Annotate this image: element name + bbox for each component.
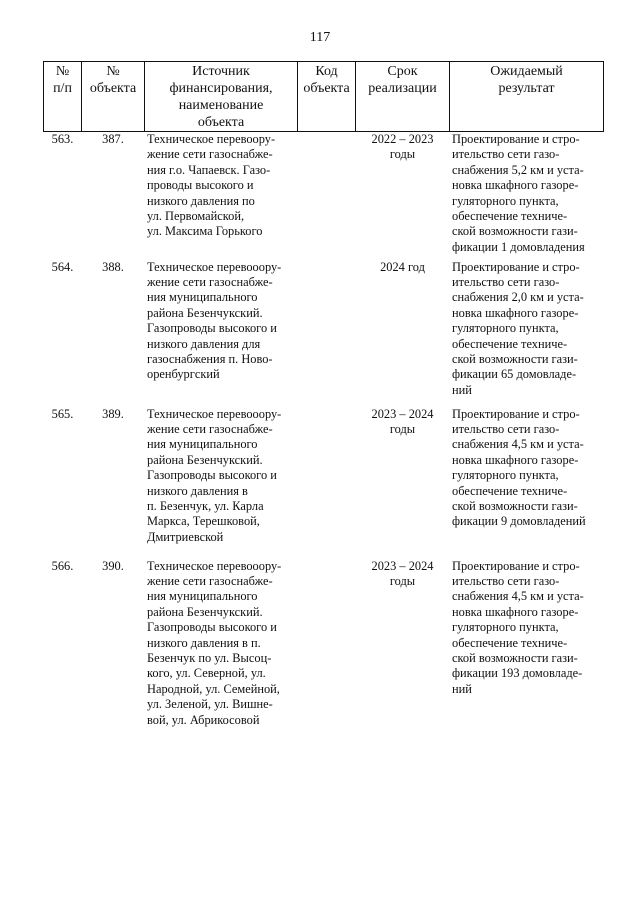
header-line: п/п bbox=[53, 81, 72, 96]
header-expected-result bbox=[450, 62, 604, 132]
text-line: ул. Максима Горького bbox=[147, 224, 263, 239]
text-line: Народной, ул. Семейной, bbox=[147, 681, 280, 696]
text-line: фикации 1 домовладения bbox=[452, 239, 585, 254]
text-line: годы bbox=[389, 147, 416, 162]
header-implementation-term bbox=[356, 62, 450, 132]
text-line: новка шкафного газоре- bbox=[452, 604, 579, 619]
text-line: новка шкафного газоре- bbox=[452, 178, 579, 193]
implementation-term bbox=[356, 407, 450, 559]
text-line: обеспечение техниче- bbox=[452, 209, 568, 224]
header-line: № bbox=[55, 64, 70, 79]
text-line: Дмитриевской bbox=[147, 529, 224, 544]
text-line: Газопроводы высокого и bbox=[147, 468, 277, 483]
table-row bbox=[44, 132, 604, 260]
text-line: фикации 9 домовладений bbox=[452, 514, 586, 529]
text-line: Проектирование и стро- bbox=[452, 259, 580, 274]
implementation-term bbox=[356, 260, 450, 407]
text-line: Безенчук по ул. Высоц- bbox=[147, 650, 272, 665]
header-line: объекта bbox=[303, 81, 350, 96]
financing-table bbox=[43, 61, 604, 739]
implementation-term bbox=[356, 132, 450, 260]
text-line: Техническое перевооору- bbox=[147, 259, 282, 274]
text-line: гуляторного пункта, bbox=[452, 193, 559, 208]
text-line: ния муниципального bbox=[147, 437, 258, 452]
text-line: жение сети газоснабже- bbox=[147, 147, 273, 162]
text-line: ской возможности гази- bbox=[452, 351, 578, 366]
text-line: низкого давления по bbox=[147, 193, 255, 208]
page-number: 117 bbox=[309, 30, 331, 45]
text-line: гуляторного пункта, bbox=[452, 620, 559, 635]
text-line: ительство сети газо- bbox=[452, 147, 560, 162]
expected-result bbox=[450, 132, 604, 260]
text-line: обеспечение техниче- bbox=[452, 483, 568, 498]
text-line: Техническое перевооору- bbox=[147, 558, 282, 573]
text-line: проводы высокого и bbox=[147, 178, 254, 193]
text-line: фикации 193 домовладе- bbox=[452, 666, 583, 681]
text-line: 2024 год bbox=[380, 259, 425, 274]
header-line: Источник bbox=[192, 64, 250, 79]
header-line: Ожидаемый bbox=[490, 64, 563, 79]
text-line: ний bbox=[452, 382, 472, 397]
text-line: ул. Первомайской, bbox=[147, 209, 245, 224]
text-line: района Безенчукский. bbox=[147, 305, 263, 320]
object-code bbox=[298, 407, 356, 559]
text-line: ительство сети газо- bbox=[452, 274, 560, 289]
row-number: 563. bbox=[51, 132, 74, 146]
text-line: снабжения 4,5 км и уста- bbox=[452, 437, 584, 452]
text-line: снабжения 5,2 км и уста- bbox=[452, 162, 584, 177]
expected-result bbox=[450, 407, 604, 559]
text-line: низкого давления в bbox=[147, 483, 248, 498]
text-line: газоснабжения п. Ново- bbox=[147, 351, 273, 366]
text-line: жение сети газоснабже- bbox=[147, 274, 273, 289]
text-line: обеспечение техниче- bbox=[452, 336, 568, 351]
object-code bbox=[298, 260, 356, 407]
text-line: Газопроводы высокого и bbox=[147, 620, 277, 635]
table-row bbox=[44, 260, 604, 407]
header-line: результат bbox=[498, 81, 555, 96]
object-number: 388. bbox=[102, 259, 124, 274]
header-line: реализации bbox=[368, 81, 437, 96]
text-line: гуляторного пункта, bbox=[452, 321, 559, 336]
text-line: фикации 65 домовладе- bbox=[452, 367, 577, 382]
text-line: вой, ул. Абрикосовой bbox=[147, 712, 260, 727]
text-line: Проектирование и стро- bbox=[452, 132, 580, 146]
text-line: оренбургский bbox=[147, 367, 220, 382]
text-line: Проектирование и стро- bbox=[452, 558, 580, 573]
expected-result bbox=[450, 260, 604, 407]
text-line: 2023 – 2024 bbox=[371, 558, 434, 573]
header-financing-source bbox=[145, 62, 298, 132]
header-object-number bbox=[82, 62, 145, 132]
financing-source bbox=[145, 407, 298, 559]
text-line: ской возможности гази- bbox=[452, 650, 578, 665]
text-line: 2023 – 2024 bbox=[371, 406, 434, 421]
text-line: Газопроводы высокого и bbox=[147, 321, 277, 336]
object-number: 387. bbox=[102, 132, 124, 146]
text-line: новка шкафного газоре- bbox=[452, 305, 579, 320]
text-line: ния муниципального bbox=[147, 589, 258, 604]
text-line: Техническое перевооору- bbox=[147, 406, 282, 421]
object-code bbox=[298, 132, 356, 260]
text-line: района Безенчукский. bbox=[147, 604, 263, 619]
financing-source bbox=[145, 260, 298, 407]
header-line: объекта bbox=[197, 115, 245, 130]
text-line: низкого давления в п. bbox=[147, 635, 261, 650]
text-line: ул. Зеленой, ул. Вишне- bbox=[147, 697, 273, 712]
object-number: 389. bbox=[102, 406, 124, 421]
table-header-row bbox=[44, 62, 604, 132]
header-object-code bbox=[298, 62, 356, 132]
text-line: жение сети газоснабже- bbox=[147, 573, 273, 588]
text-line: ния г.о. Чапаевск. Газо- bbox=[147, 162, 271, 177]
text-line: низкого давления для bbox=[147, 336, 261, 351]
text-line: Проектирование и стро- bbox=[452, 406, 580, 421]
header-line: финансирования, bbox=[169, 81, 273, 96]
text-line: обеспечение техниче- bbox=[452, 635, 568, 650]
text-line: годы bbox=[389, 421, 416, 436]
text-line: 2022 – 2023 bbox=[371, 132, 434, 146]
text-line: кого, ул. Северной, ул. bbox=[147, 666, 266, 681]
text-line: ительство сети газо- bbox=[452, 573, 560, 588]
header-line: наименование bbox=[178, 98, 264, 113]
financing-source bbox=[145, 132, 298, 260]
text-line: ской возможности гази- bbox=[452, 224, 578, 239]
text-line: Техническое перевоору- bbox=[147, 132, 276, 146]
header-row-number bbox=[44, 62, 82, 132]
object-code bbox=[298, 559, 356, 739]
row-number: 566. bbox=[51, 558, 74, 573]
text-line: ительство сети газо- bbox=[452, 421, 560, 436]
header-line: объекта bbox=[89, 81, 137, 96]
text-line: годы bbox=[389, 573, 416, 588]
implementation-term bbox=[356, 559, 450, 739]
table-row bbox=[44, 407, 604, 559]
text-line: гуляторного пункта, bbox=[452, 468, 559, 483]
expected-result bbox=[450, 559, 604, 739]
header-line: Код bbox=[315, 64, 338, 79]
text-line: Маркса, Терешковой, bbox=[147, 514, 260, 529]
row-number: 565. bbox=[51, 406, 74, 421]
table-row bbox=[44, 559, 604, 739]
text-line: района Безенчукский. bbox=[147, 452, 263, 467]
object-number: 390. bbox=[102, 558, 124, 573]
row-number: 564. bbox=[51, 259, 74, 274]
header-line: № bbox=[106, 64, 120, 79]
text-line: ской возможности гази- bbox=[452, 498, 578, 513]
text-line: ния муниципального bbox=[147, 290, 258, 305]
text-line: ний bbox=[452, 681, 472, 696]
text-line: новка шкафного газоре- bbox=[452, 452, 579, 467]
text-line: снабжения 4,5 км и уста- bbox=[452, 589, 584, 604]
header-line: Срок bbox=[387, 64, 418, 79]
text-line: жение сети газоснабже- bbox=[147, 421, 273, 436]
text-line: п. Безенчук, ул. Карла bbox=[147, 498, 264, 513]
text-line: снабжения 2,0 км и уста- bbox=[452, 290, 584, 305]
financing-source bbox=[145, 559, 298, 739]
